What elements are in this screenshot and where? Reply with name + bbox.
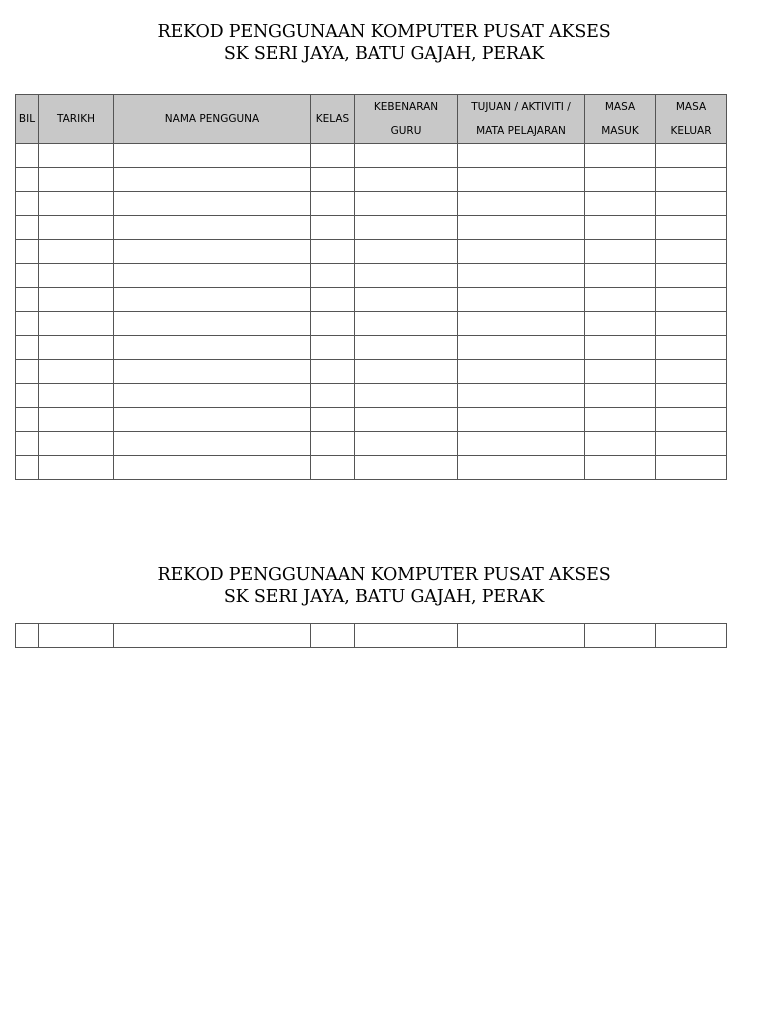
column-header-kelas — [311, 95, 355, 144]
table-cell[interactable] — [585, 336, 656, 360]
table-cell[interactable] — [585, 384, 656, 408]
table-cell[interactable] — [39, 624, 114, 648]
table-cell[interactable] — [458, 240, 585, 264]
table-row — [16, 432, 727, 456]
table-cell[interactable] — [311, 240, 355, 264]
table-cell[interactable] — [458, 360, 585, 384]
table-cell[interactable] — [311, 624, 355, 648]
table-cell[interactable] — [16, 432, 39, 456]
table-header-row — [16, 95, 727, 144]
table-cell[interactable] — [39, 168, 114, 192]
table-cell[interactable] — [458, 432, 585, 456]
table-cell[interactable] — [311, 264, 355, 288]
table-cell[interactable] — [458, 192, 585, 216]
table-cell[interactable] — [656, 384, 727, 408]
column-header-nama-pengguna — [114, 95, 311, 144]
table-row — [16, 336, 727, 360]
table-cell[interactable] — [311, 360, 355, 384]
column-header-label: NAMA PENGGUNA — [164, 113, 260, 125]
table-cell[interactable] — [585, 312, 656, 336]
table-cell[interactable] — [656, 216, 727, 240]
table-cell[interactable] — [355, 456, 458, 480]
table-cell[interactable] — [656, 408, 727, 432]
table-cell[interactable] — [458, 288, 585, 312]
table-cell[interactable] — [656, 288, 727, 312]
table-cell[interactable] — [585, 144, 656, 168]
table-cell[interactable] — [311, 336, 355, 360]
table-cell[interactable] — [311, 432, 355, 456]
table-cell[interactable] — [355, 360, 458, 384]
table-cell[interactable] — [39, 384, 114, 408]
table-row — [16, 624, 727, 648]
column-header-bil — [16, 95, 39, 144]
table-cell[interactable] — [585, 456, 656, 480]
column-header-kebenaran-guru — [355, 95, 458, 144]
table-cell[interactable] — [656, 240, 727, 264]
table-cell[interactable] — [114, 360, 311, 384]
table-cell[interactable] — [585, 264, 656, 288]
table-row — [16, 264, 727, 288]
table-cell[interactable] — [39, 408, 114, 432]
table-cell[interactable] — [311, 456, 355, 480]
table-row — [16, 288, 727, 312]
table-cell[interactable] — [39, 288, 114, 312]
table-cell[interactable] — [458, 144, 585, 168]
table-cell[interactable] — [585, 240, 656, 264]
table-cell[interactable] — [114, 384, 311, 408]
table-cell[interactable] — [114, 336, 311, 360]
table-cell[interactable] — [355, 168, 458, 192]
column-header-tujuan — [458, 95, 585, 144]
table-row — [16, 384, 727, 408]
table-cell[interactable] — [355, 264, 458, 288]
table-cell[interactable] — [656, 144, 727, 168]
column-header-label: MATA PELAJARAN — [476, 125, 566, 137]
table-cell[interactable] — [458, 216, 585, 240]
table-cell[interactable] — [16, 384, 39, 408]
table-cell[interactable] — [656, 336, 727, 360]
column-header-tarikh — [39, 95, 114, 144]
form-title-repeat-line-1: REKOD PENGGUNAAN KOMPUTER PUSAT AKSES — [157, 565, 611, 585]
table-cell[interactable] — [311, 288, 355, 312]
table-cell[interactable] — [656, 360, 727, 384]
table-cell[interactable] — [585, 432, 656, 456]
table-cell[interactable] — [656, 432, 727, 456]
table-cell[interactable] — [585, 216, 656, 240]
table-cell[interactable] — [114, 432, 311, 456]
table-cell[interactable] — [458, 264, 585, 288]
table-row — [16, 192, 727, 216]
table-cell[interactable] — [16, 192, 39, 216]
table-row — [16, 360, 727, 384]
table-cell[interactable] — [114, 144, 311, 168]
table-cell[interactable] — [39, 216, 114, 240]
usage-log-table — [15, 94, 727, 480]
column-header-label: MASA — [675, 101, 707, 113]
table-cell[interactable] — [585, 192, 656, 216]
table-cell[interactable] — [458, 336, 585, 360]
table-cell[interactable] — [585, 360, 656, 384]
table-cell[interactable] — [16, 288, 39, 312]
column-header-label: MASUK — [601, 125, 639, 137]
table-row — [16, 240, 727, 264]
column-header-label: TARIKH — [57, 113, 95, 125]
form-title-line-2: SK SERI JAYA, BATU GAJAH, PERAK — [223, 44, 545, 64]
table-cell[interactable] — [114, 264, 311, 288]
table-cell[interactable] — [39, 456, 114, 480]
table-cell[interactable] — [114, 240, 311, 264]
table-cell[interactable] — [114, 408, 311, 432]
table-cell[interactable] — [16, 336, 39, 360]
table-cell[interactable] — [355, 336, 458, 360]
table-row — [16, 216, 727, 240]
table-cell[interactable] — [114, 192, 311, 216]
table-cell[interactable] — [39, 360, 114, 384]
table-cell[interactable] — [39, 312, 114, 336]
table-cell[interactable] — [114, 312, 311, 336]
table-cell[interactable] — [16, 312, 39, 336]
column-header-masa-masuk — [585, 95, 656, 144]
table-cell[interactable] — [39, 264, 114, 288]
column-header-label: KELAS — [315, 113, 350, 125]
table-cell[interactable] — [16, 264, 39, 288]
table-cell[interactable] — [585, 168, 656, 192]
table-cell[interactable] — [355, 384, 458, 408]
table-body-repeat — [16, 624, 727, 648]
table-cell[interactable] — [39, 336, 114, 360]
column-header-label: KEBENARAN — [373, 101, 439, 113]
table-cell[interactable] — [114, 168, 311, 192]
table-row — [16, 168, 727, 192]
table-cell[interactable] — [16, 456, 39, 480]
table-cell[interactable] — [458, 456, 585, 480]
table-cell[interactable] — [311, 384, 355, 408]
table-row — [16, 456, 727, 480]
table-cell[interactable] — [458, 408, 585, 432]
table-cell[interactable] — [585, 288, 656, 312]
column-header-label: KELUAR — [670, 125, 712, 137]
table-cell[interactable] — [311, 216, 355, 240]
table-cell[interactable] — [114, 288, 311, 312]
table-cell[interactable] — [16, 144, 39, 168]
table-cell[interactable] — [16, 360, 39, 384]
form-title-repeat — [0, 564, 768, 608]
column-header-masa-keluar — [656, 95, 727, 144]
table-cell[interactable] — [656, 456, 727, 480]
table-cell[interactable] — [656, 168, 727, 192]
table-cell[interactable] — [311, 192, 355, 216]
table-row — [16, 312, 727, 336]
form-title-line-1: REKOD PENGGUNAAN KOMPUTER PUSAT AKSES — [157, 22, 611, 42]
table-cell[interactable] — [458, 312, 585, 336]
table-cell[interactable] — [656, 192, 727, 216]
table-cell[interactable] — [16, 168, 39, 192]
table-cell[interactable] — [39, 144, 114, 168]
table-cell[interactable] — [355, 312, 458, 336]
table-cell[interactable] — [355, 624, 458, 648]
table-body — [16, 144, 727, 480]
table-cell[interactable] — [355, 408, 458, 432]
form-title — [0, 21, 768, 65]
form-title-repeat-line-2: SK SERI JAYA, BATU GAJAH, PERAK — [223, 587, 545, 607]
table-cell[interactable] — [311, 144, 355, 168]
table-cell[interactable] — [355, 144, 458, 168]
table-cell[interactable] — [114, 456, 311, 480]
table-cell[interactable] — [458, 624, 585, 648]
table-cell[interactable] — [16, 624, 39, 648]
table-cell[interactable] — [114, 216, 311, 240]
table-cell[interactable] — [16, 216, 39, 240]
table-cell[interactable] — [458, 384, 585, 408]
table-cell[interactable] — [656, 624, 727, 648]
table-cell[interactable] — [355, 216, 458, 240]
column-header-label: MASA — [604, 101, 636, 113]
table-cell[interactable] — [458, 168, 585, 192]
table-cell[interactable] — [16, 408, 39, 432]
table-cell[interactable] — [355, 240, 458, 264]
table-cell[interactable] — [656, 264, 727, 288]
table-cell[interactable] — [39, 432, 114, 456]
table-cell[interactable] — [585, 408, 656, 432]
usage-log-table-repeat — [15, 623, 727, 648]
column-header-label: GURU — [390, 125, 422, 137]
table-cell[interactable] — [355, 192, 458, 216]
table-cell[interactable] — [114, 624, 311, 648]
column-header-label: BIL — [18, 113, 36, 125]
table-cell[interactable] — [355, 432, 458, 456]
table-cell[interactable] — [311, 408, 355, 432]
table-row — [16, 408, 727, 432]
table-cell[interactable] — [656, 312, 727, 336]
table-cell[interactable] — [311, 168, 355, 192]
table-cell[interactable] — [39, 240, 114, 264]
table-cell[interactable] — [16, 240, 39, 264]
table-cell[interactable] — [39, 192, 114, 216]
table-cell[interactable] — [311, 312, 355, 336]
table-cell[interactable] — [585, 624, 656, 648]
table-cell[interactable] — [355, 288, 458, 312]
column-header-label: TUJUAN / AKTIVITI / — [471, 101, 571, 113]
table-row — [16, 144, 727, 168]
